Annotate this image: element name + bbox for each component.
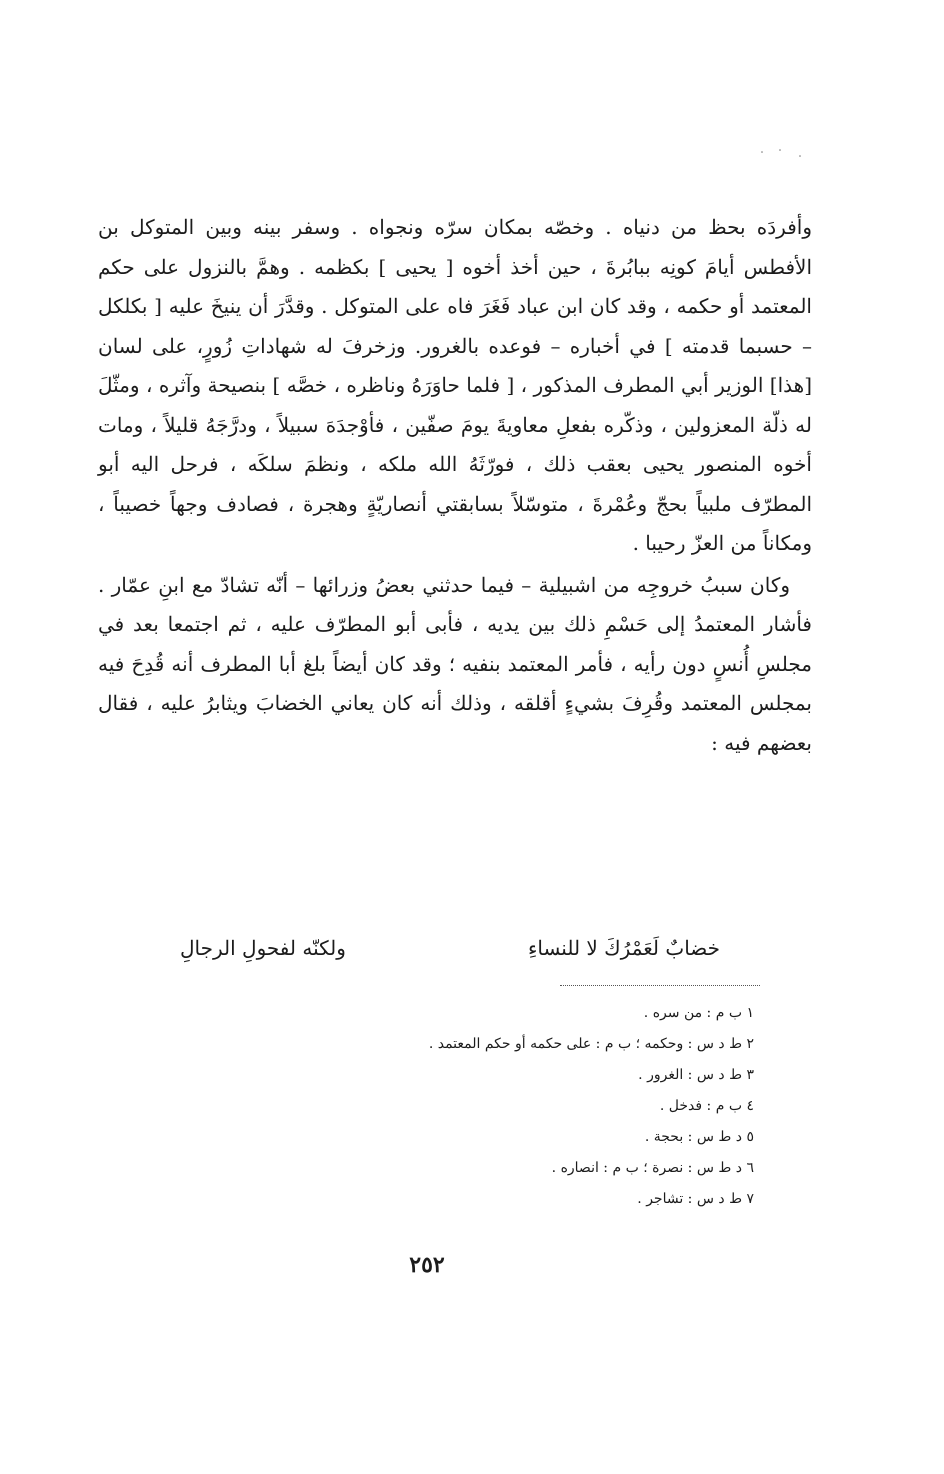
paragraph-2: وكان سببُ خروجِه من اشبيلية – فيما حدثني بعضُ وزرائها – أنّه تشادّ مع ابنِ عمّار . فأشار المعتمدُ إلى حَسْمِ ذلك بين يديه ، فأبى أبو المطرّف عليه ، ثم اجتمعا بعد في مجلسِ أُنسٍ دون رأيه ، فأمر المعتمد بنفيه ؛ وقد كان أيضاً بلغ أبا المطرف أنه قُدِحَ فيه بمجلس المعتمد وقُرِفَ بشيءٍ أقلقه ، وذلك أنه كان يعاني الخضابَ ويثابرُ عليه ، فقال بعضهم فيه : — [98, 572, 812, 755]
poem-hemistich-2: ولكنّه لفحولِ الرجالِ — [180, 936, 346, 960]
footnote-1: ١ ب م : من سره . — [643, 1005, 754, 1021]
footnote-2: ٢ ط د س : وحكمه ؛ ب م : على حكمه أو حكم المعتمد . — [428, 1036, 754, 1052]
page-number: ٢٥٢ — [409, 1252, 445, 1278]
footnote-4: ٤ ب م : فدخل . — [659, 1098, 754, 1114]
footnotes — [294, 998, 754, 1215]
paper-specks — [756, 146, 816, 170]
poem-hemistich-1: خضابٌ لَعَمْرُكَ لا للنساءِ — [527, 936, 720, 960]
footnote-7: ٧ ط د س : تشاجر . — [637, 1191, 754, 1207]
footnote-3: ٣ ط د س : الغرور . — [638, 1067, 754, 1083]
footnote-6: ٦ د ط س : نصرة ؛ ب م : انصاره . — [551, 1160, 754, 1176]
paragraph-1: وأفردَه بحظ من دنياه . وخصّه بمكان سرّه ونجواه . وسفر بينه وبين المتوكل بن الأفطس أيامَ كونِه ببابُرةَ ، حين أخذ أخوه [ يحيى ] بكظمه . وهمَّ بالنزول على حكم المعتمد أو حكمه ، وقد كان ابن عباد فَغَرَ فاه على المتوكل . وقدَّرَ أن ينيخَ عليه [ بكلكل – حسبما قدمته ] في أخباره – فوعده بالغرور. وزخرفَ له شهاداتِ زُورٍ، على لسان [هذا] الوزير أبي المطرف المذكور ، [ فلما حاوَرَهُ وناظره ، خصَّه ] بنصيحة وآثره ، ومثّلَ له ذلّة المعزولين ، وذكّره بفعلِ معاويةَ يومَ صفّين ، فأوْجدَهَ سبيلاً ، ودرَّجَهُ قليلاً ، ومات أخوه المنصور يحيى بعقب ذلك ، فورّثَهُ الله ملكه ، ونظمَ سلكَه ، فرحل اليه أبو المطرّف ملبياً بحجّ وعُمْرةَ ، متوسّلاً بسابقتي أنصاريّةٍ وهجرة ، فصادف وجهاً خصيباً ، ومكاناً من العزّ رحيبا . — [98, 215, 812, 555]
poem-verse — [180, 936, 720, 960]
footnote-divider — [560, 985, 760, 986]
footnote-5: ٥ د ط س : بحجة . — [644, 1129, 754, 1145]
main-text — [98, 208, 812, 763]
